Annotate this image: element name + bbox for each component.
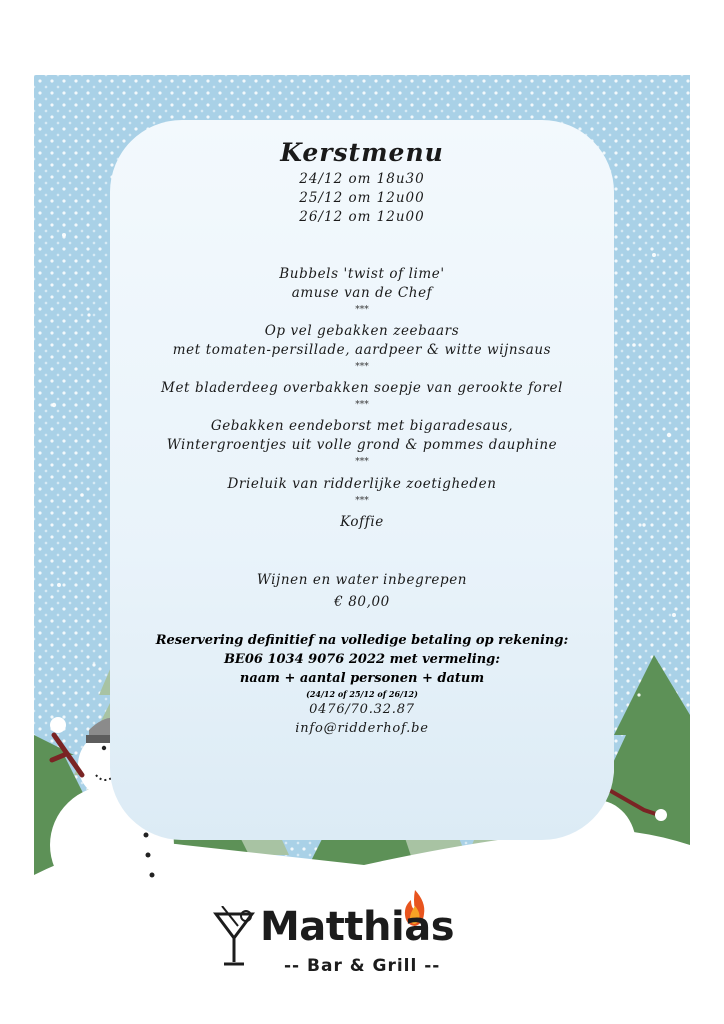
menu-price: € 80,00 [334, 594, 390, 610]
phone-number: 0476/70.32.87 [309, 702, 415, 717]
course-line: amuse van de Chef [291, 285, 433, 301]
menu-title: Kerstmenu [280, 138, 444, 167]
course-line: Met bladerdeeg overbakken soepje van gerookte forel [161, 380, 563, 396]
course-separator: *** [355, 400, 369, 410]
course-line: Drieluik van ridderlijke zoetigheden [227, 476, 497, 492]
reservation-line: BE06 1034 9076 2022 met vermeling: [223, 652, 501, 667]
brand-subtitle: -- Bar & Grill -- [284, 956, 441, 976]
course-line: Wintergroentjes uit volle grond & pommes dauphine [166, 437, 558, 453]
drinks-note: Wijnen en water inbegrepen [256, 572, 468, 588]
email-address: info@ridderhof.be [295, 721, 429, 736]
course-line: Op vel gebakken zeebaars [264, 323, 460, 339]
course-line: Bubbels 'twist of lime' [279, 266, 445, 282]
reservation-line: naam + aantal personen + datum [239, 671, 485, 686]
course-line: Koffie [340, 514, 384, 530]
brand-logo [210, 888, 490, 988]
brand-name: Matthias [260, 904, 455, 950]
service-date: 25/12 om 12u00 [299, 190, 425, 206]
reservation-dates: (24/12 of 25/12 of 26/12) [306, 689, 418, 699]
reservation-line: Reservering definitief na volledige betaling op rekening: [155, 633, 569, 648]
course-line: met tomaten-persillade, aardpeer & witte wijnsaus [172, 342, 552, 358]
course-separator: *** [355, 362, 369, 372]
course-line: Gebakken eendeborst met bigaradesaus, [210, 418, 514, 434]
course-separator: *** [355, 496, 369, 506]
service-date: 26/12 om 12u00 [299, 209, 425, 225]
course-separator: *** [355, 457, 369, 467]
service-date: 24/12 om 18u30 [299, 171, 425, 187]
course-separator: *** [355, 305, 369, 315]
cocktail-glass-icon [212, 906, 262, 976]
